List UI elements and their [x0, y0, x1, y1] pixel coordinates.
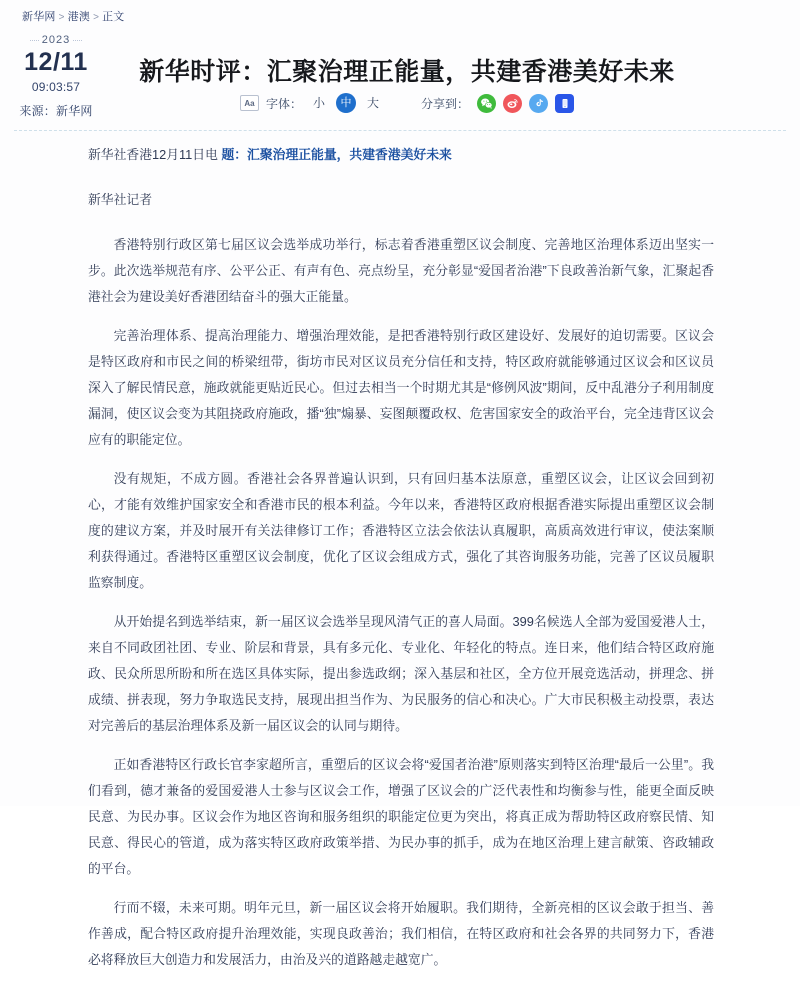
- dateline-topic: 题：汇聚治理正能量，共建香港美好未来: [221, 147, 452, 162]
- article-body: [88, 142, 714, 986]
- publish-time: 09:03:57: [31, 80, 81, 94]
- mobile-share-icon[interactable]: [555, 94, 574, 113]
- header-divider: [14, 130, 786, 131]
- font-size-group: [240, 93, 383, 113]
- article-paragraph: 完善治理体系、提高治理能力、增强治理效能，是把香港特别行政区建设好、发展好的迫切需要。区议会是特区政府和市民之间的桥梁纽带，街坊市民对区议员充分信任和支持，特区政府就能够通过区议会和区议员深入了解民情民意，施政就能更贴近民心。但过去相当一个时期尤其是“修例风波”期间，反中乱港分子利用制度漏洞，使区议会变为其阻挠政府施政，播“独”煽暴、妄图颠覆政权、危害国家安全的政治平台，完全违背区议会应有的职能定位。: [88, 328, 714, 447]
- page-title: 新华时评：汇聚治理正能量，共建香港美好未来: [139, 57, 675, 86]
- article-paragraph: 正如香港特区行政长官李家超所言，重塑后的区议会将“爱国者治港”原则落实到特区治理“最后一公里”。我们看到，德才兼备的爱国爱港人士参与区议会工作，增强了区议会的广泛代表性和均衡参与性，能更全面反映民意、为民办事。区议会作为地区咨询和服务组织的职能定位更为突出，将真正成为帮助特区政府察民情、知民意、得民心的管道，成为落实特区政府政策举措、为民办事的抓手，成为在地区治理上建言献策、咨政辅政的平台。: [88, 757, 714, 876]
- article-paragraph: 从开始提名到选举结束，新一届区议会选举呈现风清气正的喜人局面。399名候选人全部为爱国爱港人士，来自不同政团社团、专业、阶层和背景，具有多元化、专业化、年轻化的特点。连日来，他们结合特区政府施政、民众所思所盼和所在选区具体实际，提出参选政纲；深入基层和社区，全方位开展竞选活动，拼理念、拼成绩、拼表现，努力争取选民支持，展现出担当作为、为民服务的信心和决心。广大市民积极主动投票，表达对完善后的基层治理体系及新一届区议会的认同与期待。: [88, 614, 714, 733]
- article-byline: 新华社记者: [88, 192, 152, 207]
- font-size-label: 字体：: [265, 96, 302, 111]
- publish-month-day: 12/11: [24, 48, 88, 76]
- breadcrumb-item-category[interactable]: 港澳: [67, 11, 91, 23]
- article-paragraph: 行而不辍，未来可期。明年元旦，新一届区议会将开始履职。我们期待，全新亮相的区议会敢于担当、善作善成，配合特区政府提升治理效能，实现良政善治；我们相信，在特区政府和社会各界的共同努力下，香港必将释放巨大创造力和发展活力，由治及兴的道路越走越宽广。: [88, 900, 714, 967]
- article-meta-column: [0, 30, 112, 119]
- article-paragraph: 没有规矩，不成方圆。香港社会各界普遍认识到，只有回归基本法原意，重塑区议会，让区议会回到初心，才能有效维护国家安全和香港市民的根本利益。今年以来，香港特区政府根据香港实际提出重塑区议会制度的建议方案，并及时展开有关法律修订工作；香港特区立法会依法认真履职，高质高效进行审议，使法案顺利获得通过。香港特区重塑区议会制度，优化了区议会组成方式，强化了其咨询服务功能，完善了区议员履职监察制度。: [88, 471, 714, 590]
- douyin-share-icon[interactable]: [529, 94, 548, 113]
- breadcrumb-item-home[interactable]: 新华网: [22, 11, 56, 23]
- share-group: [421, 94, 574, 113]
- wechat-share-icon[interactable]: [477, 94, 496, 113]
- breadcrumb: [22, 8, 125, 24]
- font-size-small-button[interactable]: 小: [312, 96, 325, 110]
- share-label: 分享到：: [421, 96, 470, 111]
- breadcrumb-separator: >: [93, 12, 100, 23]
- font-size-large-button[interactable]: 大: [366, 96, 379, 110]
- font-size-medium-button[interactable]: 中: [336, 93, 356, 113]
- article-source: 来源：新华网: [19, 104, 93, 118]
- publish-year: 2023: [30, 34, 82, 46]
- article-toolbar: [118, 93, 696, 113]
- article-paragraph: 香港特别行政区第七届区议会选举成功举行，标志着香港重塑区议会制度、完善地区治理体系迈出坚实一步。此次选举规范有序、公平公正、有声有色、亮点纷呈，充分彰显“爱国者治港”下良政善治新气象，汇聚起香港社会为建设美好香港团结奋斗的强大正能量。: [88, 237, 714, 304]
- dateline-prefix: 新华社香港12月11日电: [88, 147, 222, 162]
- breadcrumb-item-current: 正文: [102, 11, 125, 23]
- article-dateline: [88, 142, 714, 168]
- weibo-share-icon[interactable]: [503, 94, 522, 113]
- breadcrumb-separator: >: [58, 12, 65, 23]
- font-size-icon: Aa: [240, 95, 259, 111]
